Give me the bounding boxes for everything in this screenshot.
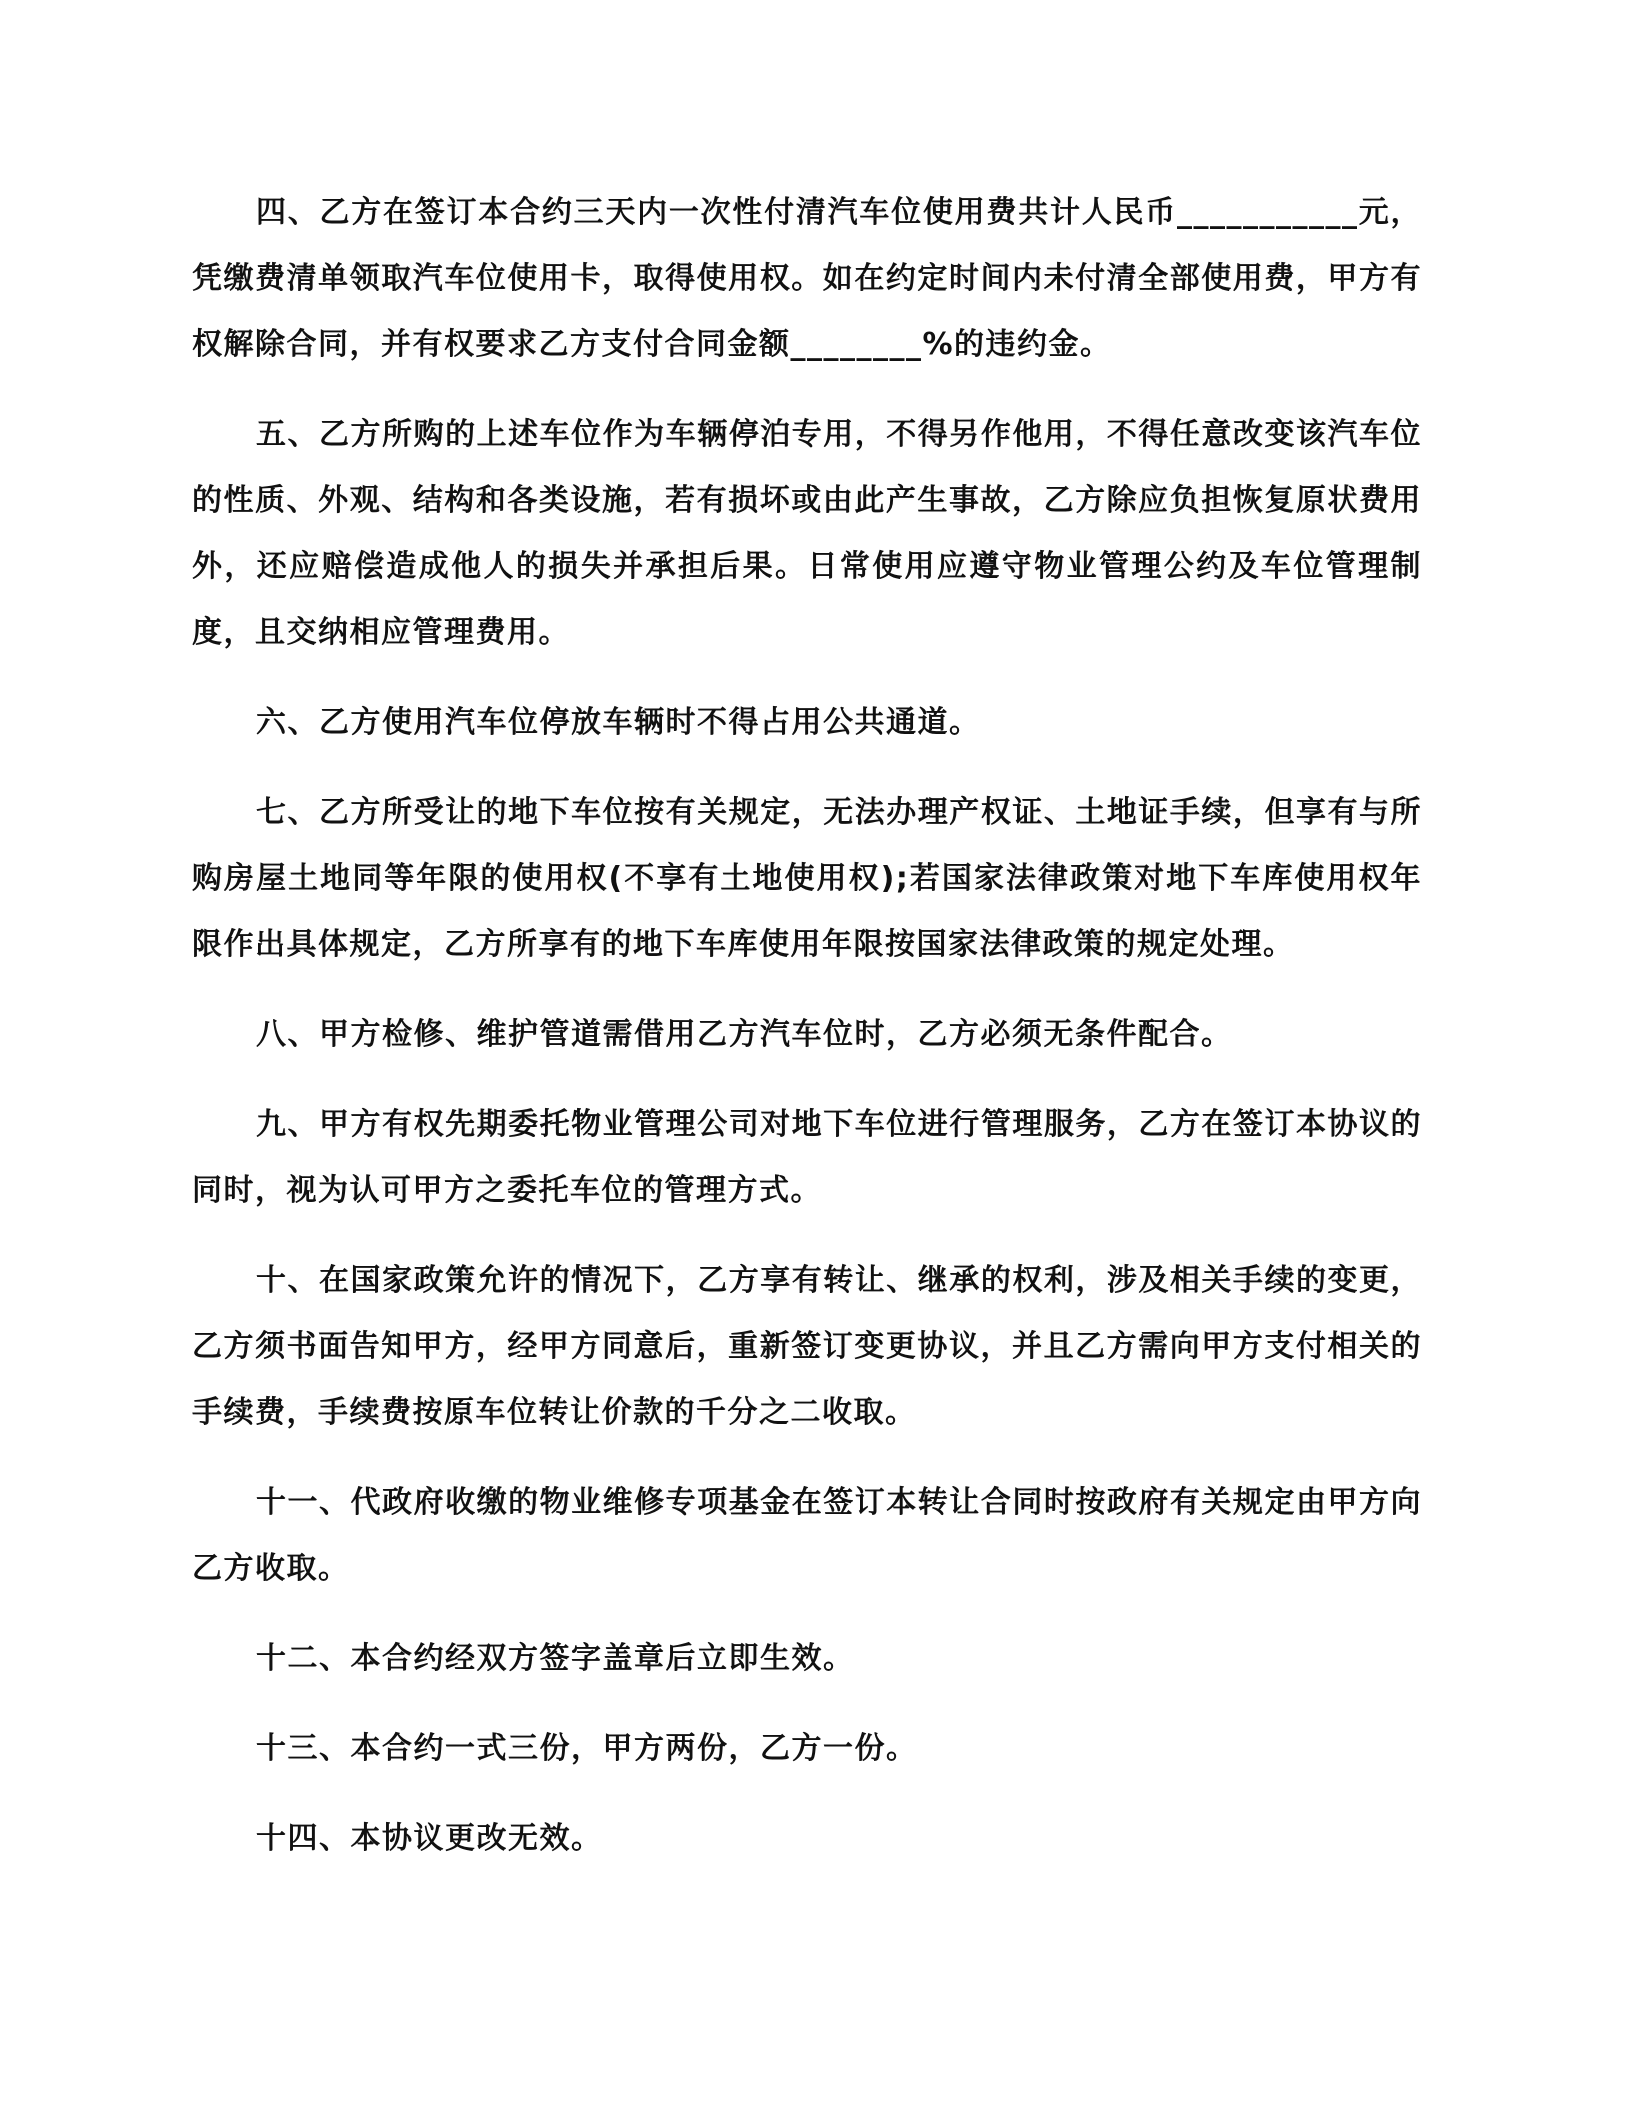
- clause-6: 六、乙方使用汽车位停放车辆时不得占用公共通道。: [256, 705, 981, 740]
- clause-9: 九、甲方有权先期委托物业管理公司对地下车位进行管理服务，乙方在签订本协议的同时，视为认可甲方之委托车位的管理方式。: [192, 1107, 1422, 1208]
- document-body: [192, 180, 1422, 1896]
- clause-12: 十二、本合约经双方签字盖章后立即生效。: [256, 1641, 855, 1676]
- clause-4: 四、乙方在签订本合约三天内一次性付清汽车位使用费共计人民币___________元，凭缴费清单领取汽车位使用卡，取得使用权。如在约定时间内未付清全部使用费，甲方有权解除合同，并有权要求乙方支付合同金额________%的违约金。: [192, 195, 1422, 362]
- clause-13: 十三、本合约一式三份，甲方两份，乙方一份。: [256, 1731, 918, 1766]
- clause-5: 五、乙方所购的上述车位作为车辆停泊专用，不得另作他用，不得任意改变该汽车位的性质、外观、结构和各类设施，若有损坏或由此产生事故，乙方除应负担恢复原状费用外，还应赔偿造成他人的损失并承担后果。日常使用应遵守物业管理公约及车位管理制度，且交纳相应管理费用。: [192, 417, 1422, 650]
- clause-8: 八、甲方检修、维护管道需借用乙方汽车位时，乙方必须无条件配合。: [256, 1017, 1233, 1052]
- clause-11: 十一、代政府收缴的物业维修专项基金在签订本转让合同时按政府有关规定由甲方向乙方收取。: [192, 1485, 1422, 1586]
- clause-14: 十四、本协议更改无效。: [256, 1821, 603, 1856]
- clause-7: 七、乙方所受让的地下车位按有关规定，无法办理产权证、土地证手续，但享有与所购房屋土地同等年限的使用权(不享有土地使用权);若国家法律政策对地下车库使用权年限作出具体规定，乙方所享有的地下车库使用年限按国家法律政策的规定处理。: [192, 795, 1422, 962]
- clause-10: 十、在国家政策允许的情况下，乙方享有转让、继承的权利，涉及相关手续的变更，乙方须书面告知甲方，经甲方同意后，重新签订变更协议，并且乙方需向甲方支付相关的手续费，手续费按原车位转让价款的千分之二收取。: [192, 1263, 1422, 1430]
